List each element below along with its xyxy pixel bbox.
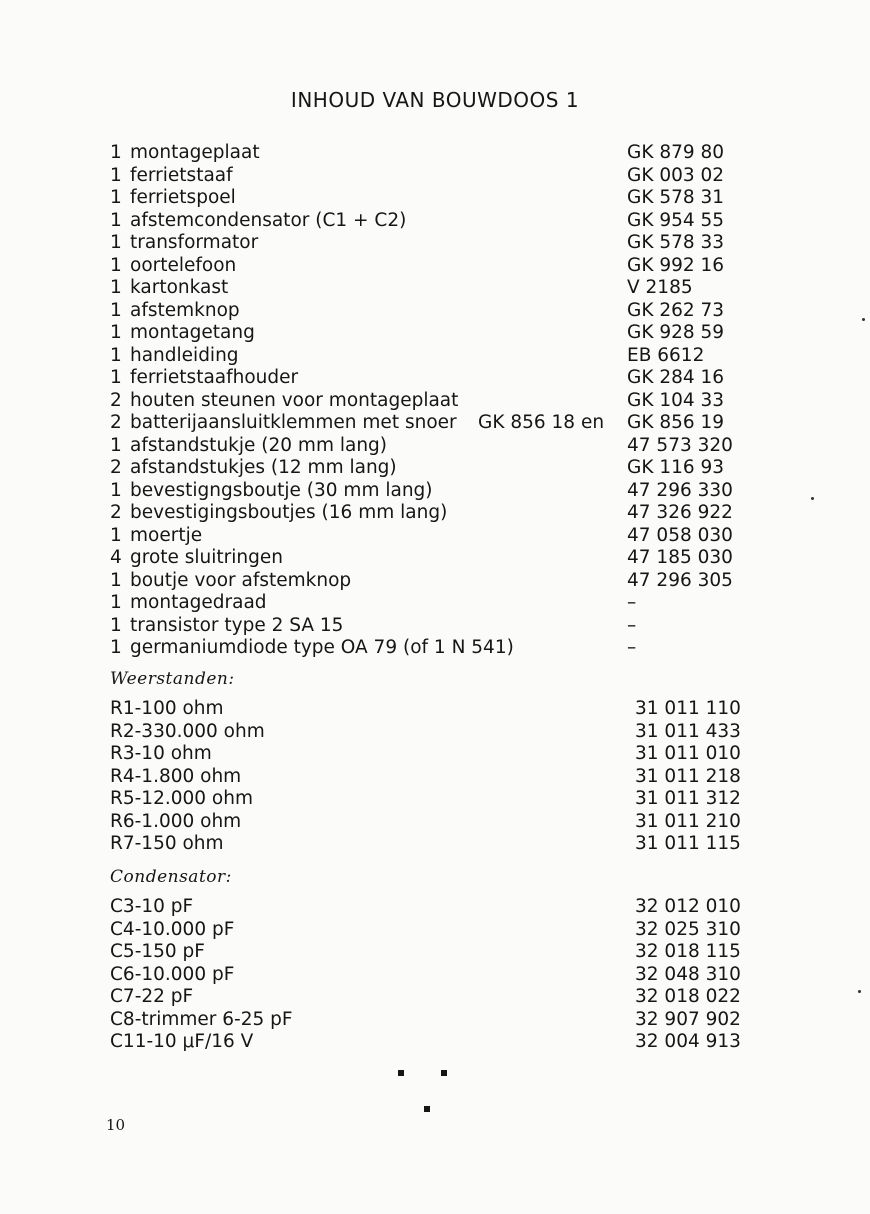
item-code: GK 116 93 bbox=[627, 457, 725, 478]
item-name: montagedraad bbox=[130, 592, 267, 613]
component-name: C3-10 pF bbox=[110, 896, 194, 917]
list-item bbox=[110, 941, 750, 964]
item-quantity: 1 bbox=[110, 344, 122, 366]
item-code: EB 6612 bbox=[627, 344, 705, 366]
list-item bbox=[110, 833, 750, 856]
component-code: 32 907 902 bbox=[635, 1008, 741, 1030]
item-quantity: 1 bbox=[110, 614, 122, 636]
item-quantity: 2 bbox=[110, 389, 122, 411]
item-name: afstandstukjes (12 mm lang) bbox=[130, 457, 397, 478]
list-item bbox=[110, 255, 750, 278]
resistors-list bbox=[110, 698, 750, 856]
item-code: GK 578 31 bbox=[627, 187, 725, 208]
item-name: germaniumdiode type OA 79 (of 1 N 541) bbox=[130, 637, 514, 658]
item-code: GK 284 16 bbox=[627, 367, 725, 388]
item-quantity: 1 bbox=[110, 299, 122, 321]
item-code: 47 296 305 bbox=[627, 569, 733, 591]
item-name: batterijaansluitklemmen met snoer bbox=[130, 412, 457, 433]
item-code: GK 954 55 bbox=[627, 209, 725, 231]
component-name: R7-150 ohm bbox=[110, 833, 224, 854]
item-name: afstemknop bbox=[130, 299, 240, 321]
item-quantity: 2 bbox=[110, 502, 122, 523]
component-code: 32 048 310 bbox=[635, 963, 741, 985]
component-code: 31 011 312 bbox=[635, 788, 741, 809]
list-item bbox=[110, 322, 750, 345]
item-quantity: 1 bbox=[110, 637, 122, 658]
item-code: GK 992 16 bbox=[627, 254, 725, 276]
item-quantity: 1 bbox=[110, 592, 122, 613]
ornament-mark bbox=[441, 1070, 447, 1076]
page-number: 10 bbox=[106, 1116, 126, 1134]
capacitors-list bbox=[110, 896, 750, 1054]
item-name: handleiding bbox=[130, 344, 239, 366]
list-item bbox=[110, 896, 750, 919]
item-code: – bbox=[627, 614, 637, 636]
item-quantity: 1 bbox=[110, 367, 122, 388]
paper-speck bbox=[811, 497, 814, 500]
item-code: 47 296 330 bbox=[627, 479, 733, 501]
list-item bbox=[110, 502, 750, 525]
item-name: houten steunen voor montageplaat bbox=[130, 389, 459, 411]
item-name: boutje voor afstemknop bbox=[130, 569, 352, 591]
item-quantity: 4 bbox=[110, 547, 122, 568]
item-code: GK 856 19 bbox=[627, 412, 725, 433]
paper-speck bbox=[858, 990, 861, 993]
item-name: transistor type 2 SA 15 bbox=[130, 614, 344, 636]
item-code: GK 578 33 bbox=[627, 232, 725, 253]
list-item bbox=[110, 592, 750, 615]
component-code: 31 011 010 bbox=[635, 743, 741, 764]
item-name: ferrietstaafhouder bbox=[130, 367, 299, 388]
item-name: ferrietspoel bbox=[130, 187, 236, 208]
list-item bbox=[110, 300, 750, 323]
item-quantity: 1 bbox=[110, 232, 122, 253]
component-code: 31 011 218 bbox=[635, 765, 741, 787]
list-item bbox=[110, 1031, 750, 1054]
item-quantity: 1 bbox=[110, 322, 122, 343]
list-item bbox=[110, 277, 750, 300]
item-quantity: 2 bbox=[110, 412, 122, 433]
item-name: bevestigngsboutje (30 mm lang) bbox=[130, 479, 433, 501]
item-quantity: 1 bbox=[110, 277, 122, 298]
list-item bbox=[110, 1009, 750, 1032]
item-code: GK 003 02 bbox=[627, 164, 725, 186]
item-code: GK 104 33 bbox=[627, 389, 725, 411]
list-item bbox=[110, 142, 750, 165]
list-item bbox=[110, 721, 750, 744]
item-code: 47 326 922 bbox=[627, 502, 733, 523]
component-code: 31 011 210 bbox=[635, 810, 741, 832]
item-name: montagetang bbox=[130, 322, 255, 343]
list-item bbox=[110, 919, 750, 942]
ornament-mark bbox=[398, 1070, 404, 1076]
list-item bbox=[110, 480, 750, 503]
list-item bbox=[110, 615, 750, 638]
item-quantity: 1 bbox=[110, 524, 122, 546]
list-item bbox=[110, 187, 750, 210]
list-item bbox=[110, 698, 750, 721]
list-item bbox=[110, 435, 750, 458]
item-name: transformator bbox=[130, 232, 259, 253]
ornament-mark bbox=[424, 1106, 430, 1112]
component-name: R1-100 ohm bbox=[110, 698, 224, 719]
item-quantity: 1 bbox=[110, 434, 122, 456]
list-item bbox=[110, 788, 750, 811]
component-name: C4-10.000 pF bbox=[110, 918, 235, 940]
list-item bbox=[110, 210, 750, 233]
list-item bbox=[110, 232, 750, 255]
item-code: GK 262 73 bbox=[627, 299, 725, 321]
component-code: 31 011 110 bbox=[635, 698, 741, 719]
item-quantity: 1 bbox=[110, 254, 122, 276]
parts-list bbox=[110, 142, 750, 660]
paper-speck bbox=[862, 318, 865, 321]
list-item bbox=[110, 743, 750, 766]
item-quantity: 1 bbox=[110, 142, 122, 163]
item-quantity: 1 bbox=[110, 569, 122, 591]
item-quantity: 1 bbox=[110, 479, 122, 501]
component-name: R2-330.000 ohm bbox=[110, 720, 265, 742]
item-name: oortelefoon bbox=[130, 254, 237, 276]
capacitors-heading: Condensator: bbox=[110, 867, 232, 887]
item-quantity: 2 bbox=[110, 457, 122, 478]
list-item bbox=[110, 570, 750, 593]
list-item bbox=[110, 986, 750, 1009]
item-extra-code: GK 856 18 en bbox=[478, 412, 605, 433]
item-name: afstandstukje (20 mm lang) bbox=[130, 434, 388, 456]
item-quantity: 1 bbox=[110, 187, 122, 208]
item-name: ferrietstaaf bbox=[130, 164, 233, 186]
list-item bbox=[110, 637, 750, 660]
item-code: 47 573 320 bbox=[627, 434, 733, 456]
list-item bbox=[110, 390, 750, 413]
item-code: 47 058 030 bbox=[627, 524, 733, 546]
item-code: – bbox=[627, 637, 637, 658]
list-item bbox=[110, 525, 750, 548]
item-name: bevestigingsboutjes (16 mm lang) bbox=[130, 502, 448, 523]
component-name: C5-150 pF bbox=[110, 941, 205, 962]
list-item bbox=[110, 165, 750, 188]
component-name: R6-1.000 ohm bbox=[110, 810, 242, 832]
component-name: C8-trimmer 6-25 pF bbox=[110, 1008, 293, 1030]
resistors-heading: Weerstanden: bbox=[110, 669, 235, 689]
component-name: R4-1.800 ohm bbox=[110, 765, 242, 787]
list-item bbox=[110, 412, 750, 435]
item-name: afstemcondensator (C1 + C2) bbox=[130, 209, 407, 231]
component-code: 31 011 433 bbox=[635, 720, 741, 742]
component-name: C7-22 pF bbox=[110, 986, 194, 1007]
list-item bbox=[110, 964, 750, 987]
list-item bbox=[110, 345, 750, 368]
component-name: C6-10.000 pF bbox=[110, 963, 235, 985]
item-name: montageplaat bbox=[130, 142, 260, 163]
list-item bbox=[110, 766, 750, 789]
component-code: 32 012 010 bbox=[635, 896, 741, 917]
item-code: V 2185 bbox=[627, 277, 693, 298]
component-name: C11-10 μF/16 V bbox=[110, 1031, 254, 1052]
item-code: GK 928 59 bbox=[627, 322, 725, 343]
item-quantity: 1 bbox=[110, 209, 122, 231]
component-code: 32 004 913 bbox=[635, 1031, 741, 1052]
component-code: 32 018 115 bbox=[635, 941, 741, 962]
list-item bbox=[110, 811, 750, 834]
item-name: grote sluitringen bbox=[130, 547, 283, 568]
list-item bbox=[110, 547, 750, 570]
list-item bbox=[110, 367, 750, 390]
component-name: R3-10 ohm bbox=[110, 743, 212, 764]
item-code: GK 879 80 bbox=[627, 142, 725, 163]
page-title: INHOUD VAN BOUWDOOS 1 bbox=[290, 88, 580, 112]
item-code: – bbox=[627, 592, 637, 613]
component-code: 32 018 022 bbox=[635, 986, 741, 1007]
component-code: 32 025 310 bbox=[635, 918, 741, 940]
list-item bbox=[110, 457, 750, 480]
component-code: 31 011 115 bbox=[635, 833, 741, 854]
item-name: kartonkast bbox=[130, 277, 229, 298]
component-name: R5-12.000 ohm bbox=[110, 788, 253, 809]
item-quantity: 1 bbox=[110, 164, 122, 186]
item-name: moertje bbox=[130, 524, 203, 546]
item-code: 47 185 030 bbox=[627, 547, 733, 568]
